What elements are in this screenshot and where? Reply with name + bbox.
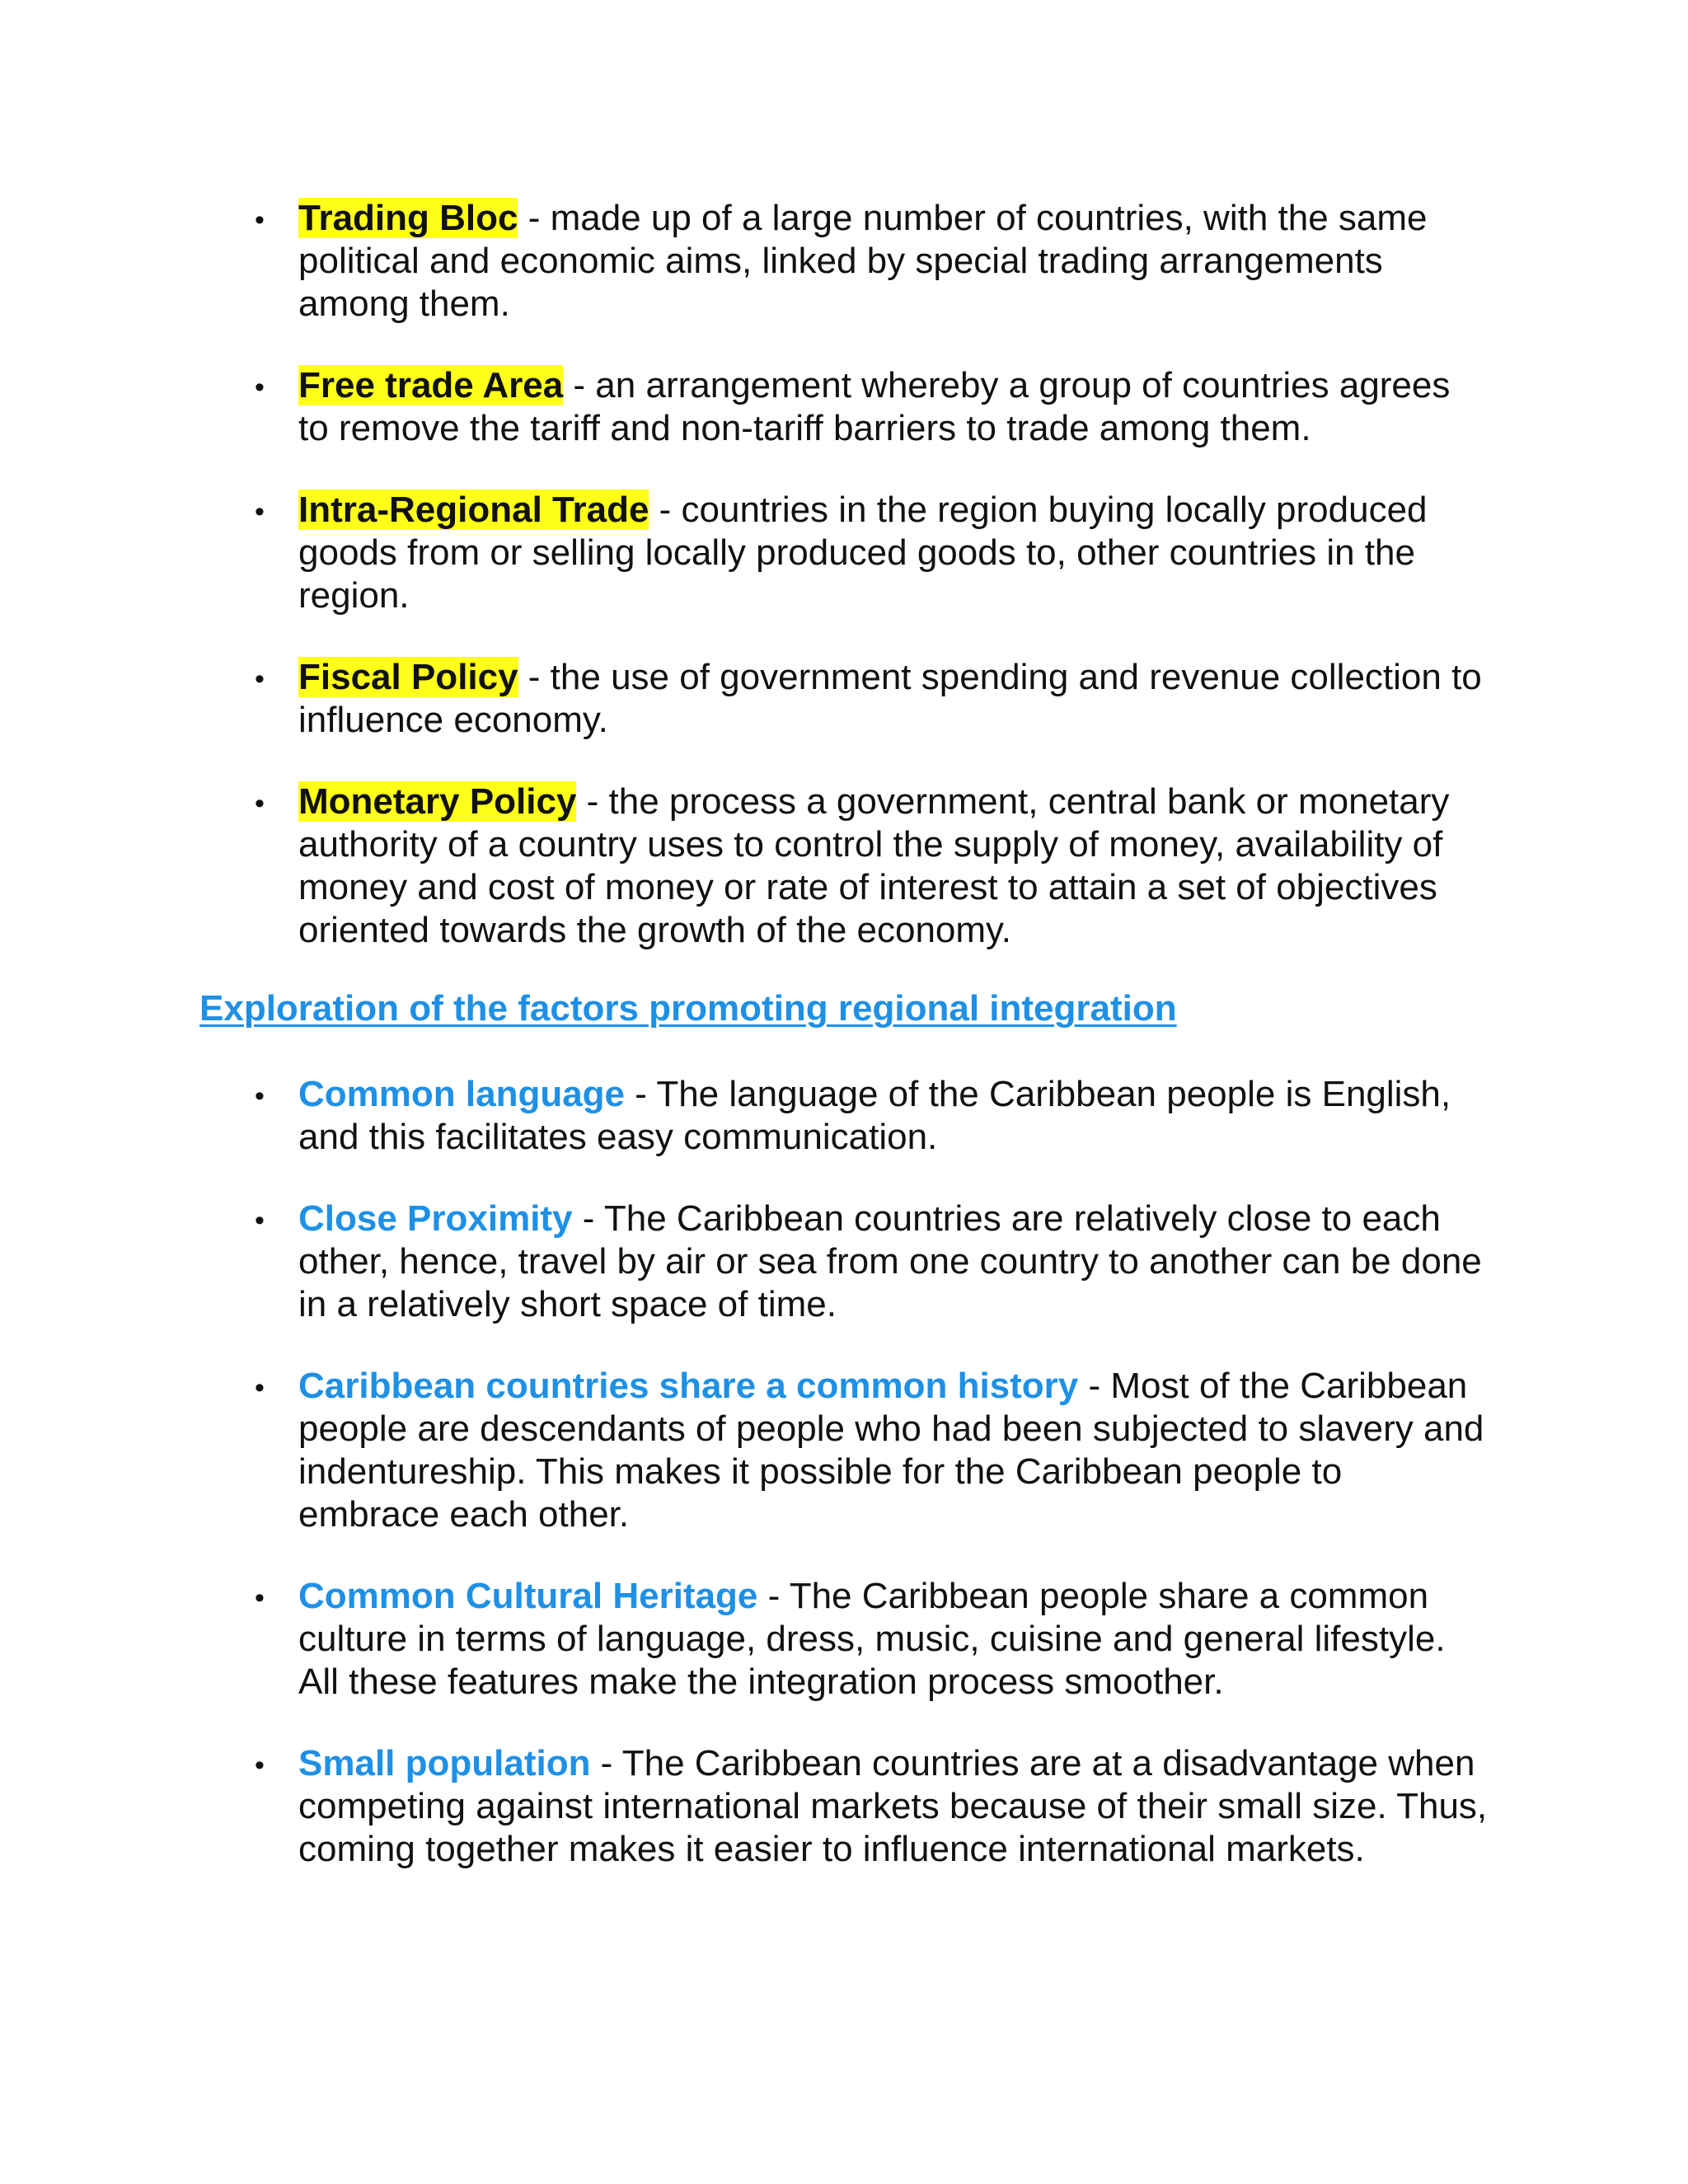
list-item (0, 1365, 1688, 1536)
bullet-icon: • (255, 1750, 265, 1781)
definition-text: - the process a government, central bank or monetary authority of a country uses to control the supply of money, availability of money and cost of money or rate of interest to attain a set of objectives oriented towards the growth of the economy. (298, 781, 1450, 950)
term-common-language: Common language (298, 1074, 626, 1114)
list-item (0, 656, 1688, 742)
term-common-cultural-heritage: Common Cultural Heritage (298, 1576, 758, 1616)
bullet-icon: • (255, 1582, 265, 1614)
bullet-icon: • (255, 788, 265, 819)
definition-text: - made up of a large number of countries, with the same political and economic aims, linked by special trading arrangements among them. (298, 198, 1428, 324)
term-intra-regional-trade: Intra-Regional Trade (298, 490, 649, 530)
bullet-icon: • (255, 496, 265, 527)
bullet-icon: • (255, 372, 265, 403)
term-trading-bloc: Trading Bloc (298, 198, 518, 238)
definition-text: - countries in the region buying locally produced goods from or selling locally produced goods to, other countries in the region. (298, 490, 1428, 616)
factor-text: - The Caribbean countries are relatively close to each other, hence, travel by air or sea from one country to another can be done in a relatively short space of time. (298, 1198, 1482, 1324)
bullet-icon: • (255, 1080, 265, 1112)
factor-text: - Most of the Caribbean people are descendants of people who had been subjected to slavery and indentureship. This makes it possible for the Caribbean people to embrace each other. (298, 1366, 1484, 1535)
list-item (0, 1575, 1688, 1704)
term-fiscal-policy: Fiscal Policy (298, 657, 518, 697)
definitions-list (0, 197, 1688, 991)
factor-text: - The Caribbean countries are at a disadvantage when competing against international markets because of their small size. Thus, coming together makes it easier to influence international markets. (298, 1743, 1488, 1869)
term-small-population: Small population (298, 1743, 591, 1783)
list-item (0, 1197, 1688, 1326)
term-monetary-policy: Monetary Policy (298, 781, 577, 822)
bullet-icon: • (255, 663, 265, 695)
term-close-proximity: Close Proximity (298, 1198, 573, 1239)
list-item (0, 364, 1688, 450)
bullet-icon: • (255, 1205, 265, 1236)
bullet-icon: • (255, 204, 265, 236)
factors-list (0, 1073, 1688, 1910)
definition-text: - an arrangement whereby a group of countries agrees to remove the tariff and non-tariff barriers to trade among them. (298, 365, 1451, 448)
term-free-trade-area: Free trade Area (298, 365, 564, 405)
term-common-history: Caribbean countries share a common history (298, 1366, 1079, 1406)
list-item (0, 489, 1688, 617)
list-item (0, 197, 1688, 326)
definition-text: - the use of government spending and revenue collection to influence economy. (298, 657, 1482, 740)
list-item (0, 1742, 1688, 1871)
factor-text: - The language of the Caribbean people is English, and this facilitates easy communication. (298, 1074, 1451, 1157)
bullet-icon: • (255, 1372, 265, 1404)
factor-text: - The Caribbean people share a common culture in terms of language, dress, music, cuisine and general lifestyle. All these features make the integration process smoother. (298, 1576, 1446, 1702)
list-item (0, 780, 1688, 952)
section-heading: Exploration of the factors promoting regional integration (199, 988, 1177, 1029)
list-item (0, 1073, 1688, 1159)
